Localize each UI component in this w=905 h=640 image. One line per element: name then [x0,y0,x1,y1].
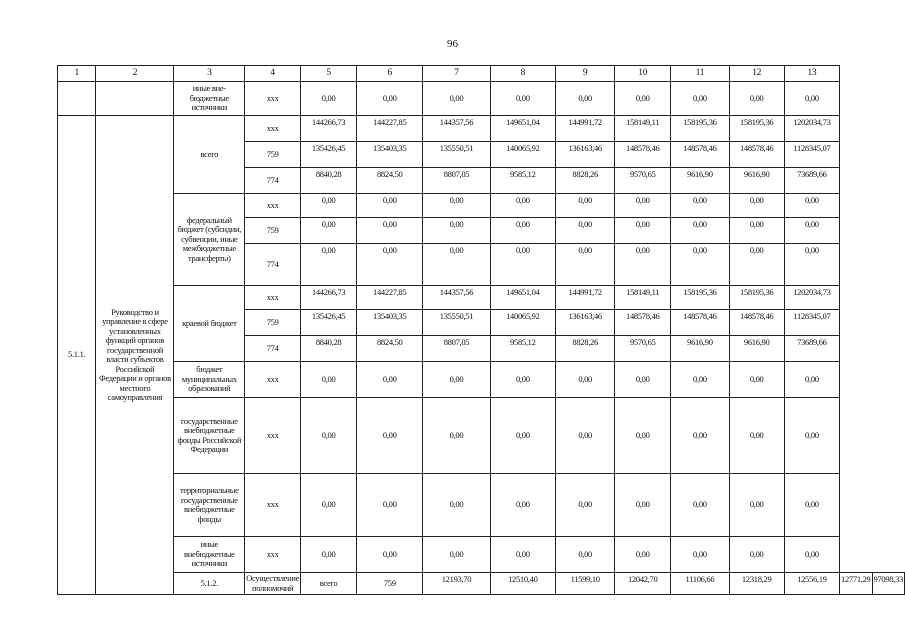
value-cell: 12042,70 [615,573,671,595]
value-cell: 0,00 [729,82,784,116]
value-cell: 0,00 [423,244,490,286]
value-cell: 144227,85 [357,116,423,142]
source-label: краевой бюджет [174,286,245,362]
value-cell: 148578,46 [615,142,671,168]
value-cell: 0,00 [357,218,423,244]
value-cell: 144991,72 [556,286,615,310]
value-cell: 0,00 [357,194,423,218]
code-cell: xxx [245,116,301,142]
value-cell: 12771,29 [840,573,872,595]
value-cell: 1128345,07 [784,142,839,168]
table-row [58,474,905,537]
value-cell: 148578,46 [729,310,784,336]
value-cell: 0,00 [671,537,729,573]
value-cell: 12556,19 [784,573,839,595]
value-cell: 136163,46 [556,142,615,168]
value-cell: 0,00 [671,398,729,474]
value-cell: 0,00 [671,194,729,218]
value-cell: 136163,46 [556,310,615,336]
value-cell: 148578,46 [729,142,784,168]
value-cell: 73689,66 [784,168,839,194]
value-cell: 0,00 [423,218,490,244]
source-label: всего [174,116,245,194]
column-header: 7 [423,66,490,82]
value-cell: 8824,50 [357,336,423,362]
value-cell: 144227,85 [357,286,423,310]
value-cell: 158195,36 [729,116,784,142]
value-cell: 0,00 [556,537,615,573]
value-cell: 1128345,07 [784,310,839,336]
value-cell: 0,00 [357,244,423,286]
table-row [58,362,905,398]
value-cell: 8807,05 [423,336,490,362]
value-cell: 0,00 [556,218,615,244]
value-cell: 0,00 [490,398,556,474]
value-cell: 135426,45 [301,310,357,336]
value-cell: 0,00 [357,362,423,398]
value-cell: 9585,12 [490,168,556,194]
value-cell: 8828,26 [556,336,615,362]
value-cell: 9616,90 [729,336,784,362]
column-header: 4 [245,66,301,82]
value-cell: 0,00 [490,82,556,116]
value-cell: 135550,51 [423,142,490,168]
value-cell: 158195,36 [729,286,784,310]
source-label: иные вне-бюджетные источники [174,82,245,116]
value-cell: 12318,29 [729,573,784,595]
value-cell: 144991,72 [556,116,615,142]
code-cell: 759 [357,573,423,595]
value-cell: 0,00 [671,218,729,244]
value-cell: 0,00 [556,398,615,474]
value-cell: 0,00 [729,362,784,398]
value-cell: 135550,51 [423,310,490,336]
header-row [58,66,905,82]
value-cell: 158195,36 [671,286,729,310]
budget-table [57,65,905,595]
value-cell: 0,00 [556,474,615,537]
value-cell: 11106,66 [671,573,729,595]
value-cell: 144357,56 [423,286,490,310]
value-cell: 9616,90 [671,336,729,362]
value-cell: 0,00 [301,194,357,218]
value-cell: 0,00 [301,82,357,116]
value-cell: 0,00 [301,537,357,573]
column-header: 5 [301,66,357,82]
table-row [58,286,905,310]
value-cell: 0,00 [784,537,839,573]
value-cell: 1202034,73 [784,116,839,142]
value-cell: 0,00 [423,474,490,537]
page-number: 96 [447,38,458,50]
code-cell: xxx [245,398,301,474]
value-cell: 97098,33 [872,573,904,595]
source-label: всего [301,573,357,595]
value-cell: 135426,45 [301,142,357,168]
value-cell: 0,00 [301,474,357,537]
value-cell: 9585,12 [490,336,556,362]
source-label: территориальные государственные внебюджетные фонды [174,474,245,537]
value-cell: 73689,66 [784,336,839,362]
value-cell: 0,00 [490,362,556,398]
value-cell: 0,00 [784,398,839,474]
value-cell: 0,00 [729,218,784,244]
value-cell: 0,00 [784,194,839,218]
value-cell: 12510,40 [490,573,556,595]
value-cell: 0,00 [615,362,671,398]
value-cell: 0,00 [423,82,490,116]
value-cell: 0,00 [423,362,490,398]
value-cell: 0,00 [490,218,556,244]
section-code: 5.1.2. [174,573,245,595]
table-row [58,537,905,573]
empty-cell [58,82,96,116]
code-cell: xxx [245,82,301,116]
value-cell: 144266,73 [301,286,357,310]
value-cell: 0,00 [729,537,784,573]
value-cell: 0,00 [671,244,729,286]
column-header: 12 [729,66,784,82]
source-label: иные внебюджетные источники [174,537,245,573]
code-cell: 774 [245,336,301,362]
value-cell: 9570,65 [615,168,671,194]
code-cell: 759 [245,218,301,244]
code-cell: xxx [245,474,301,537]
column-header: 11 [671,66,729,82]
section-description: Осуществление полномочий [246,573,300,593]
value-cell: 0,00 [784,244,839,286]
value-cell: 0,00 [301,362,357,398]
value-cell: 135403,35 [357,310,423,336]
value-cell: 0,00 [615,474,671,537]
value-cell: 0,00 [615,398,671,474]
value-cell: 0,00 [556,194,615,218]
value-cell: 149651,04 [490,286,556,310]
section-code: 5.1.1. [58,116,96,595]
value-cell: 144266,73 [301,116,357,142]
value-cell: 0,00 [490,194,556,218]
value-cell: 148578,46 [615,310,671,336]
source-label: бюджет муниципальных образований [174,362,245,398]
column-header: 2 [96,66,174,82]
value-cell: 11599,10 [556,573,615,595]
value-cell: 0,00 [357,398,423,474]
value-cell: 0,00 [784,474,839,537]
value-cell: 1202034,73 [784,286,839,310]
value-cell: 158149,11 [615,116,671,142]
value-cell: 8840,28 [301,168,357,194]
value-cell: 0,00 [729,244,784,286]
value-cell: 0,00 [357,82,423,116]
source-label: федеральный бюджет (субсидии, субвенции, иные межбюджетные трансферты) [174,194,245,286]
column-header: 9 [556,66,615,82]
column-header: 10 [615,66,671,82]
value-cell: 0,00 [490,474,556,537]
value-cell: 0,00 [490,244,556,286]
value-cell: 0,00 [556,82,615,116]
value-cell: 0,00 [784,82,839,116]
column-header: 13 [784,66,839,82]
value-cell: 9616,90 [729,168,784,194]
value-cell: 9616,90 [671,168,729,194]
column-header: 6 [357,66,423,82]
value-cell: 0,00 [423,194,490,218]
value-cell: 0,00 [301,244,357,286]
value-cell: 0,00 [615,194,671,218]
value-cell: 0,00 [615,218,671,244]
value-cell: 0,00 [357,474,423,537]
code-cell: 759 [245,310,301,336]
value-cell: 0,00 [729,474,784,537]
table-row [58,116,905,142]
value-cell: 12193,70 [423,573,490,595]
value-cell: 140065,92 [490,142,556,168]
value-cell: 0,00 [671,82,729,116]
value-cell: 158195,36 [671,116,729,142]
value-cell: 0,00 [615,244,671,286]
value-cell: 148578,46 [671,142,729,168]
code-cell: 774 [245,168,301,194]
value-cell: 0,00 [784,218,839,244]
code-cell: xxx [245,537,301,573]
value-cell: 0,00 [301,398,357,474]
value-cell: 158149,11 [615,286,671,310]
code-cell: 774 [245,244,301,286]
section-description: Руководство и управление в сфере установленных функций органов государственной власти субъектов Российской Федерации и органов местного самоуправления [96,116,174,595]
code-cell: xxx [245,194,301,218]
table-row [58,194,905,218]
table-row [58,398,905,474]
value-cell: 8807,05 [423,168,490,194]
value-cell: 0,00 [423,398,490,474]
table-row [58,573,905,595]
value-cell: 8828,26 [556,168,615,194]
value-cell: 0,00 [784,362,839,398]
value-cell: 0,00 [490,537,556,573]
value-cell: 0,00 [357,537,423,573]
value-cell: 144357,56 [423,116,490,142]
value-cell: 9570,65 [615,336,671,362]
source-label: государственные внебюджетные фонды Российской Федерации [174,398,245,474]
value-cell: 0,00 [615,537,671,573]
table-row [58,82,905,116]
value-cell: 0,00 [423,537,490,573]
code-cell: 759 [245,142,301,168]
code-cell: xxx [245,286,301,310]
value-cell: 8840,28 [301,336,357,362]
empty-cell [96,82,174,116]
value-cell: 0,00 [729,194,784,218]
column-header: 3 [174,66,245,82]
value-cell: 148578,46 [671,310,729,336]
value-cell: 0,00 [729,398,784,474]
column-header: 8 [490,66,556,82]
value-cell: 140065,92 [490,310,556,336]
value-cell: 0,00 [615,82,671,116]
value-cell: 0,00 [301,218,357,244]
value-cell: 135403,35 [357,142,423,168]
value-cell: 0,00 [671,474,729,537]
value-cell: 0,00 [556,362,615,398]
value-cell: 0,00 [671,362,729,398]
value-cell: 8824,50 [357,168,423,194]
value-cell: 149651,04 [490,116,556,142]
value-cell: 0,00 [556,244,615,286]
code-cell: xxx [245,362,301,398]
column-header: 1 [58,66,96,82]
